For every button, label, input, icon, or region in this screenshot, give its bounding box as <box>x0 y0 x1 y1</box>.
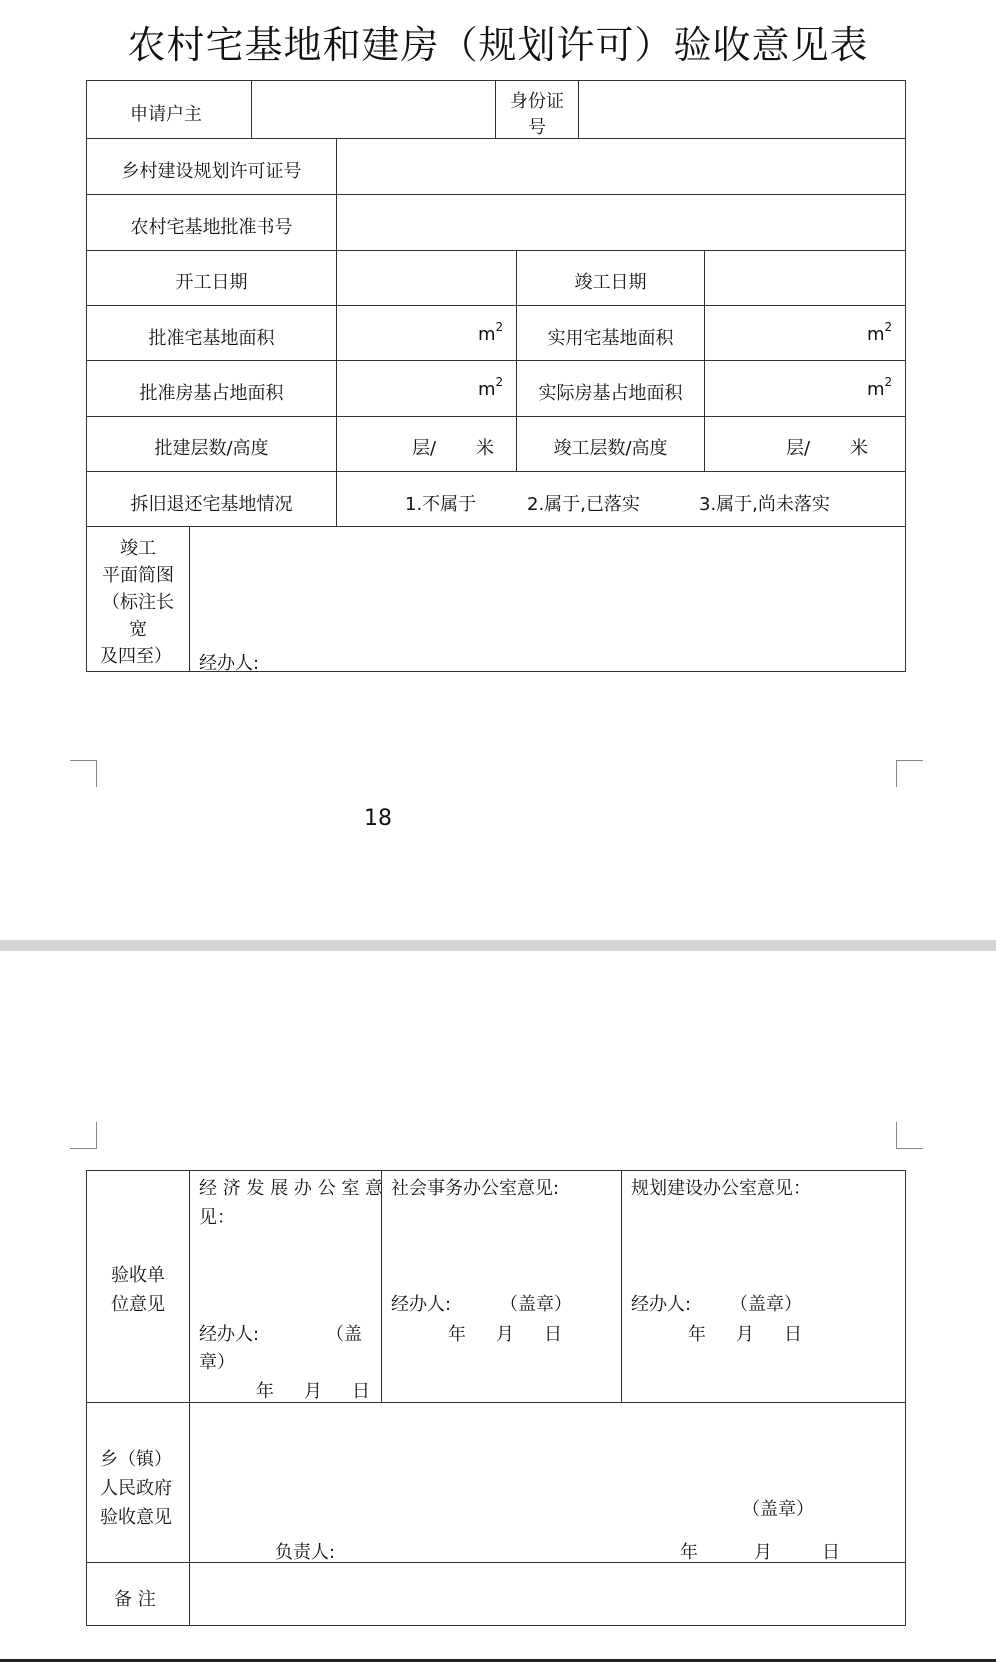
planning-office-label: 规划建设办公室意见： <box>631 1178 811 1199</box>
unit-sup: 2 <box>884 320 893 334</box>
plan-label-line1: 竣工 <box>120 538 156 559</box>
height-unit: 米 <box>476 438 494 459</box>
plan-label-line5: 及四至） <box>100 646 172 667</box>
page-corner-mark <box>70 760 97 787</box>
social-seal: （盖章） <box>500 1294 572 1315</box>
remarks-label: 备 注 <box>114 1589 156 1610</box>
approval-no-label: 农村宅基地批准书号 <box>130 217 293 238</box>
permit-no-label: 乡村建设规划许可证号 <box>121 161 302 182</box>
start-date-field[interactable] <box>336 250 517 306</box>
unit-sup: 2 <box>495 320 504 334</box>
end-date-field[interactable] <box>704 250 906 306</box>
unit-sup: 2 <box>884 375 893 389</box>
econ-year: 年 <box>256 1381 274 1402</box>
plan-label-line4: 宽 <box>129 619 147 640</box>
planning-office-opinion-cell[interactable] <box>621 1170 906 1403</box>
town-seal: （盖章） <box>742 1499 814 1520</box>
demolish-label: 拆旧退还宅基地情况 <box>130 494 293 515</box>
town-label-line2: 人民政府 <box>100 1478 172 1499</box>
social-year: 年 <box>448 1324 466 1345</box>
permit-no-field[interactable] <box>336 138 906 195</box>
planning-day: 日 <box>784 1324 802 1345</box>
acceptance-label-line1: 验收单 <box>111 1265 165 1286</box>
town-label-line3: 验收意见 <box>100 1507 172 1528</box>
floors-unit: 层/ <box>412 438 437 459</box>
planning-month: 月 <box>736 1324 754 1345</box>
unit-m: m <box>867 324 885 345</box>
approved-site-area-label: 批准宅基地面积 <box>148 328 275 349</box>
id-value-field[interactable] <box>578 80 906 139</box>
page-corner-mark <box>70 1122 97 1149</box>
completed-floors-label: 竣工层数/高度 <box>553 438 668 459</box>
econ-seal-part1: （盖 <box>326 1324 362 1345</box>
social-month: 月 <box>496 1324 514 1345</box>
econ-day: 日 <box>352 1381 370 1402</box>
option-applicable-done[interactable]: 2.属于,已落实 <box>527 494 640 515</box>
social-office-opinion-cell[interactable] <box>381 1170 622 1403</box>
remarks-field[interactable] <box>189 1562 906 1626</box>
page-corner-mark <box>896 760 923 787</box>
approved-footprint-label: 批准房基占地面积 <box>139 383 284 404</box>
unit-m: m <box>867 379 885 400</box>
econ-office-label-line2: 见： <box>199 1207 235 1228</box>
town-year: 年 <box>680 1542 698 1563</box>
unit-m: m <box>478 379 496 400</box>
planning-handler-label: 经办人: <box>631 1294 692 1315</box>
unit-m2 <box>867 320 893 345</box>
option-applicable-pending[interactable]: 3.属于,尚未落实 <box>699 494 830 515</box>
town-day: 日 <box>822 1542 840 1563</box>
page-title: 农村宅基地和建房（规划许可）验收意见表 <box>127 23 869 67</box>
page-bottom-rule <box>0 1659 996 1662</box>
approval-no-field[interactable] <box>336 194 906 251</box>
responsible-label: 负责人: <box>275 1542 336 1563</box>
height-unit: 米 <box>850 438 868 459</box>
end-date-label: 竣工日期 <box>574 272 647 293</box>
plan-label-line2: 平面简图 <box>102 565 174 586</box>
unit-m2 <box>478 320 504 345</box>
social-office-label: 社会事务办公室意见: <box>391 1178 560 1199</box>
id-label-line1: 身份证 <box>510 91 564 112</box>
page-corner-mark <box>896 1122 923 1149</box>
floors-unit: 层/ <box>786 438 811 459</box>
plan-label-line3: （标注长 <box>102 592 174 613</box>
start-date-label: 开工日期 <box>175 272 248 293</box>
econ-seal-part2: 章） <box>199 1352 235 1373</box>
actual-footprint-label: 实际房基占地面积 <box>538 383 683 404</box>
econ-office-label-line1: 经 济 发 展 办 公 室 意 <box>199 1178 384 1199</box>
acceptance-label-line2: 位意见 <box>111 1294 165 1315</box>
page-number: 18 <box>364 806 392 831</box>
unit-sup: 2 <box>495 375 504 389</box>
applicant-value-field[interactable] <box>251 80 496 139</box>
plan-sketch-area[interactable] <box>189 526 906 672</box>
econ-month: 月 <box>304 1381 322 1402</box>
id-label-line2: 号 <box>528 117 546 138</box>
applicant-label: 申请户主 <box>130 104 202 125</box>
handler-label: 经办人: <box>199 653 260 674</box>
social-day: 日 <box>544 1324 562 1345</box>
town-month: 月 <box>754 1542 772 1563</box>
unit-m2 <box>478 375 504 400</box>
page-separator <box>0 940 996 951</box>
econ-handler-label: 经办人: <box>199 1324 260 1345</box>
planning-seal: （盖章） <box>730 1294 802 1315</box>
planning-year: 年 <box>688 1324 706 1345</box>
approved-floors-label: 批建层数/高度 <box>154 438 269 459</box>
unit-m2 <box>867 375 893 400</box>
option-not-applicable[interactable]: 1.不属于 <box>405 494 477 515</box>
social-handler-label: 经办人: <box>391 1294 452 1315</box>
actual-site-area-label: 实用宅基地面积 <box>547 328 674 349</box>
unit-m: m <box>478 324 496 345</box>
town-label-line1: 乡（镇） <box>100 1449 172 1470</box>
